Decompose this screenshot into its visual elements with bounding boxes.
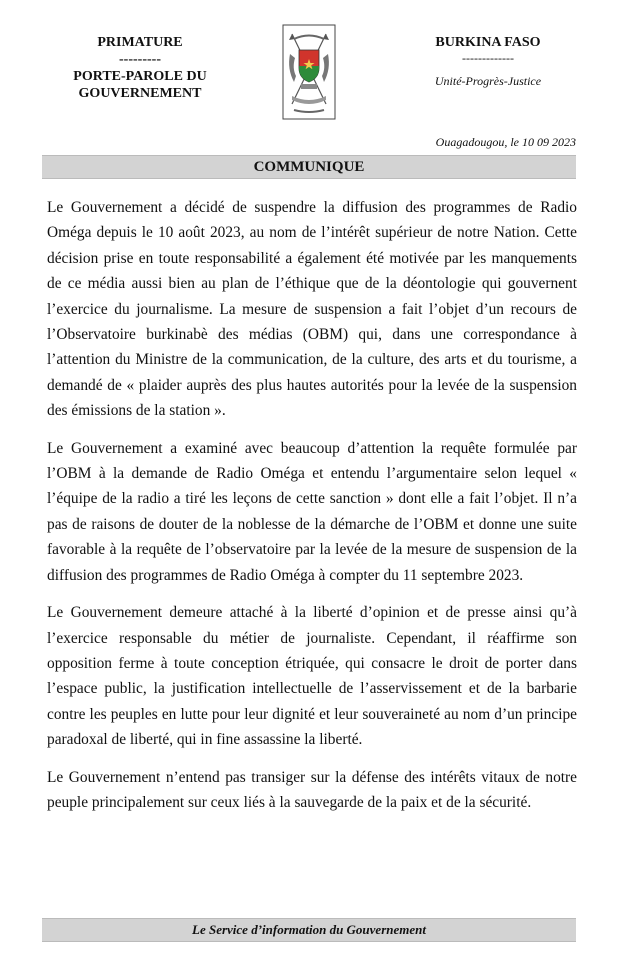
porte-parole-label: PORTE-PAROLE DU <box>73 69 207 84</box>
country-name: BURKINA FASO <box>435 35 541 50</box>
signature-footer: Le Service d’information du Gouvernement <box>42 918 576 942</box>
paragraph: Le Gouvernement n’entend pas transiger sur la défense des intérêts vitaux de notre peuple principalement sur ceux liés à la sauvegarde de la paix et de la sécurité. <box>47 768 577 811</box>
ministry-header <box>40 34 240 102</box>
national-motto: Unité-Progrès-Justice <box>434 74 542 88</box>
document-date: Ouagadougou, le 10 09 2023 <box>435 135 576 149</box>
paragraph: Le Gouvernement a examiné avec beaucoup d’attention la requête formulée par l’OBM à la demande de Radio Oméga et entendu l’argumentaire selon lequel « l’équipe de la radio a tiré les leçons de cette sanction » dont elle a fait l’objet. Il n’a pas de raisons de douter de la noblesse de la démarche de l’OBM et donne une suite favorable à la requête de l’observatoire par la levée de la mesure de suspension de la diffusion des programmes de Radio Oméga à compter du 11 septembre 2023. <box>47 439 577 584</box>
header-separator: --------- <box>119 52 161 67</box>
paragraph: Le Gouvernement demeure attaché à la liberté d’opinion et de presse ainsi qu’à l’exercice responsable du métier de journaliste. Cependant, il réaffirme son opposition ferme à toute conception étriquée, qui consacre le droit de porter dans l’espace public, la justification intellectuelle de l’asservissement et de la barbarie contre les peuples en lutte pour leur dignité et leur souveraineté au nom d’un principe paradoxal de liberté, qui in fine assassine la liberté. <box>47 604 577 749</box>
country-header <box>408 34 568 89</box>
primature-label: PRIMATURE <box>97 35 183 50</box>
coat-of-arms-icon <box>282 24 336 120</box>
communique-title: COMMUNIQUE <box>42 155 576 179</box>
gouvernement-label: GOUVERNEMENT <box>78 86 202 101</box>
communique-body <box>47 195 577 827</box>
country-separator: ------------- <box>462 51 514 65</box>
paragraph: Le Gouvernement a décidé de suspendre la diffusion des programmes de Radio Oméga depuis le 10 août 2023, au nom de l’intérêt supérieur de notre Nation. Cette décision prise en toute responsabilité a également été motivée par les manquements de ce média aussi bien au plan de l’éthique que de la déontologie qui gouvernent l’exercice du journalisme. La mesure de suspension a fait l’objet d’un recours de l’Observatoire burkinabè des médias (OBM) qui, dans une correspondance à l’attention du Ministre de la communication, de la culture, des arts et du tourisme, a demandé de « plaider auprès des plus hautes autorités pour la levée de la suspension des émissions de la station ». <box>47 199 577 420</box>
